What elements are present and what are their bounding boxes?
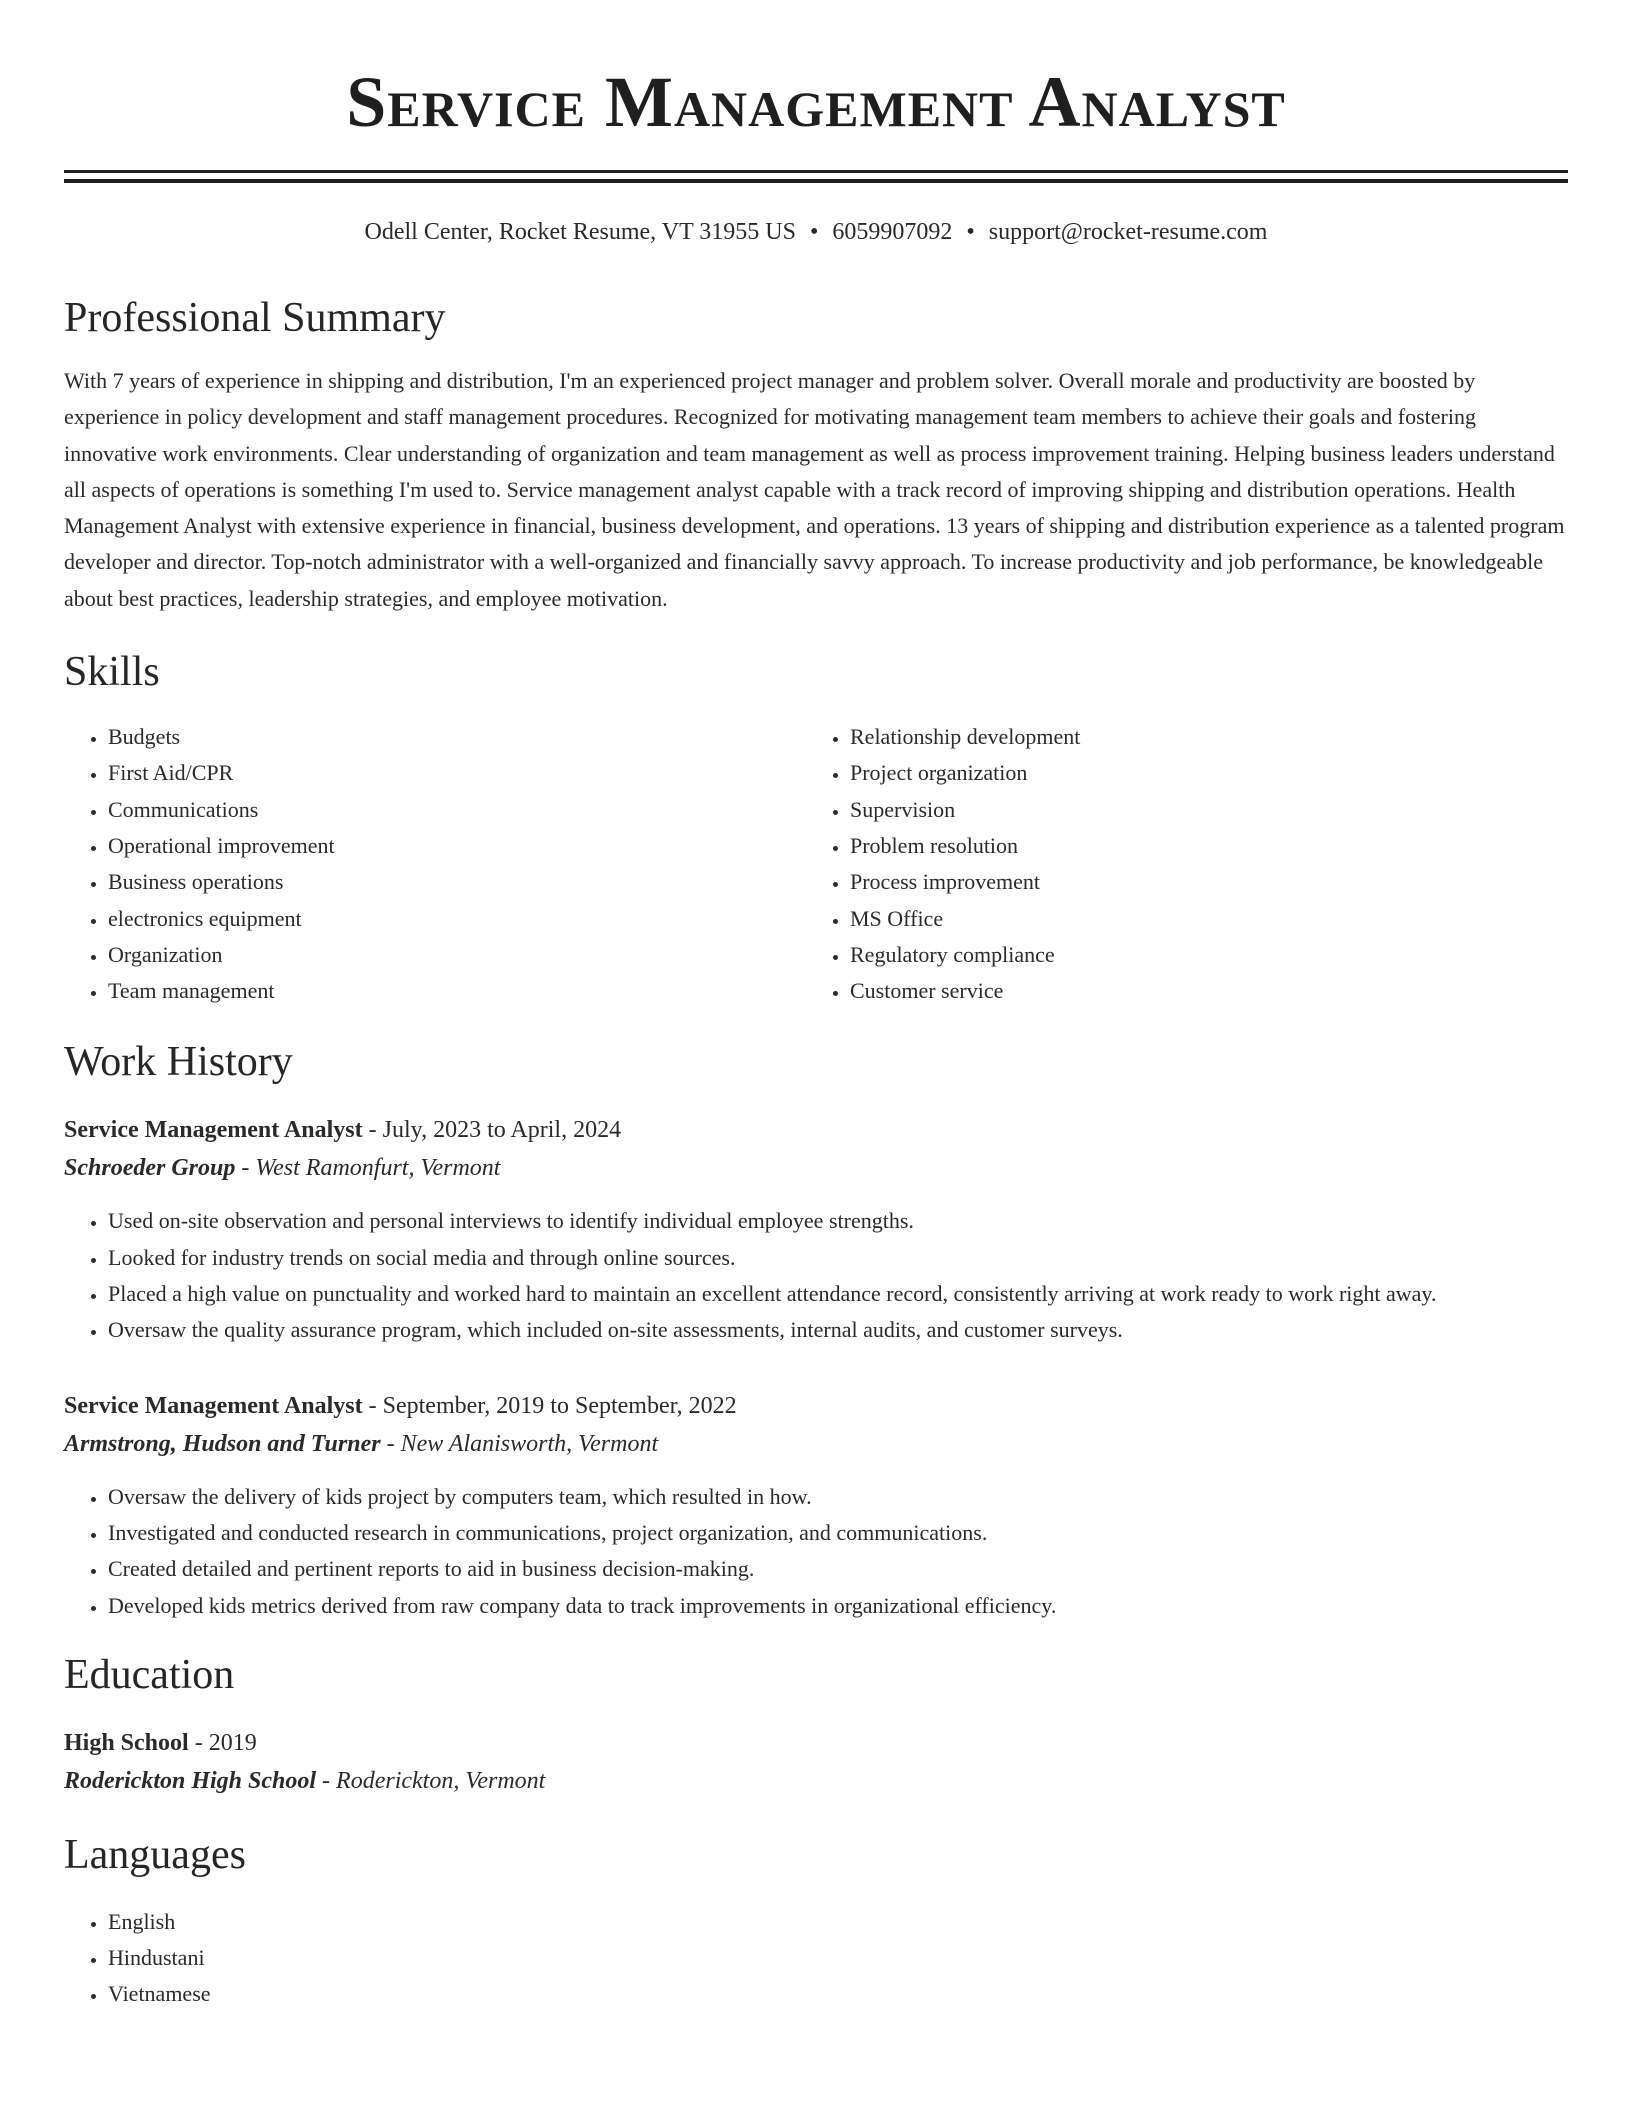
education-year: 2019	[208, 1729, 257, 1756]
contact-phone: 6059907092	[832, 219, 953, 245]
job-bullets	[64, 1479, 1568, 1624]
contact-line	[64, 217, 1568, 247]
language-item: • English	[108, 1904, 1568, 1940]
job-dates: July, 2023 to April, 2024	[382, 1117, 622, 1144]
contact-address: Odell Center, Rocket Resume, VT 31955 US	[364, 219, 796, 245]
education-school: Roderickton High School	[64, 1767, 317, 1794]
summary-heading: Professional Summary	[64, 295, 446, 341]
skill-item: • Organization	[108, 937, 806, 973]
education-location: Roderickton, Vermont	[336, 1767, 546, 1794]
skill-item: • Business operations	[108, 864, 806, 900]
job-bullet: • Used on-site observation and personal interviews to identify individual employee strengths.	[108, 1203, 1568, 1239]
education-degree-line: High School - 2019	[64, 1729, 257, 1756]
skill-item: • Operational improvement	[108, 828, 806, 864]
skill-item: • Process improvement	[850, 864, 1546, 900]
job-company: Armstrong, Hudson and Turner	[64, 1430, 381, 1457]
languages-heading: Languages	[64, 1831, 246, 1878]
work-history-heading: Work History	[64, 1039, 293, 1086]
skill-item: • Regulatory compliance	[850, 937, 1546, 973]
job-location: New Alanisworth, Vermont	[400, 1430, 659, 1457]
job-bullet: • Looked for industry trends on social media and through online sources.	[108, 1240, 1568, 1276]
education-school-line: Roderickton High School - Roderickton, Vermont	[64, 1767, 546, 1794]
resume-title: Service Management Analyst	[346, 62, 1286, 142]
contact-separator: •	[966, 219, 975, 245]
skills-list-left	[64, 719, 806, 1009]
job-title: Service Management Analyst	[64, 1392, 363, 1419]
contact-email: support@rocket-resume.com	[988, 219, 1268, 245]
skill-item: • Customer service	[850, 973, 1546, 1009]
job-company-line: Schroeder Group - West Ramonfurt, Vermont	[64, 1155, 501, 1182]
skill-item: • Team management	[108, 973, 806, 1009]
skill-item: • First Aid/CPR	[108, 755, 806, 791]
summary-text: With 7 years of experience in shipping and distribution, I'm an experienced project manager and problem solver. Overall morale and productivity are boosted by experience in policy development and staff management procedures. Recognized for motivating management team members to achieve their goals and fostering innovative work environments. Clear understanding of organization and team management as well as process improvement training. Helping business leaders understand all aspects of operations is something I'm used to. Service management analyst capable with a track record of improving shipping and distribution operations. Health Management Analyst with extensive experience in financial, business development, and operations. 13 years of shipping and distribution experience as a talented program developer and director. Top-notch administrator with a well-organized and financially savvy approach. To increase productivity and job performance, be knowledgeable about best practices, leadership strategies, and employee motivation.	[64, 368, 1565, 611]
skill-item: • MS Office	[850, 901, 1546, 937]
education-heading: Education	[64, 1651, 235, 1698]
contact-separator: •	[809, 219, 819, 245]
job-bullet: • Created detailed and pertinent reports to aid in business decision-making.	[108, 1551, 1568, 1587]
job-bullet: • Oversaw the delivery of kids project by computers team, which resulted in how.	[108, 1479, 1568, 1515]
languages-list	[64, 1904, 1568, 2013]
job-title-line: Service Management Analyst - September, 2019 to September, 2022	[64, 1392, 737, 1419]
skills-heading: Skills	[64, 649, 160, 696]
job-company: Schroeder Group	[64, 1155, 236, 1182]
job-title: Service Management Analyst	[64, 1117, 363, 1144]
job-bullets	[64, 1203, 1568, 1348]
job-company-line: Armstrong, Hudson and Turner - New Alanisworth, Vermont	[64, 1430, 659, 1457]
skills-list-right	[806, 719, 1546, 1009]
skill-item: • Problem resolution	[850, 828, 1546, 864]
job-bullet: • Oversaw the quality assurance program, which included on-site assessments, internal audits, and customer surveys.	[108, 1312, 1568, 1348]
job-dates: September, 2019 to September, 2022	[382, 1392, 737, 1419]
job-bullet: • Placed a high value on punctuality and worked hard to maintain an excellent attendance record, consistently arriving at work ready to work right away.	[108, 1276, 1568, 1312]
skill-item: • Project organization	[850, 755, 1546, 791]
skill-item: • Supervision	[850, 792, 1546, 828]
title-divider-bottom	[64, 179, 1568, 183]
title-divider-top	[64, 170, 1568, 173]
education-degree: High School	[64, 1729, 189, 1756]
skill-item: • Relationship development	[850, 719, 1546, 755]
job-location: West Ramonfurt, Vermont	[255, 1155, 501, 1182]
skill-item: • Communications	[108, 792, 806, 828]
job-title-line: Service Management Analyst - July, 2023 to April, 2024	[64, 1117, 622, 1144]
skills-grid	[64, 719, 1568, 1009]
job-bullet: • Developed kids metrics derived from raw company data to track improvements in organizational efficiency.	[108, 1588, 1568, 1624]
skill-item: • Budgets	[108, 719, 806, 755]
language-item: • Vietnamese	[108, 1976, 1568, 2012]
job-entry	[64, 1111, 1568, 1348]
language-item: • Hindustani	[108, 1940, 1568, 1976]
job-entry	[64, 1387, 1568, 1624]
job-bullet: • Investigated and conducted research in communications, project organization, and communications.	[108, 1515, 1568, 1551]
skill-item: • electronics equipment	[108, 901, 806, 937]
